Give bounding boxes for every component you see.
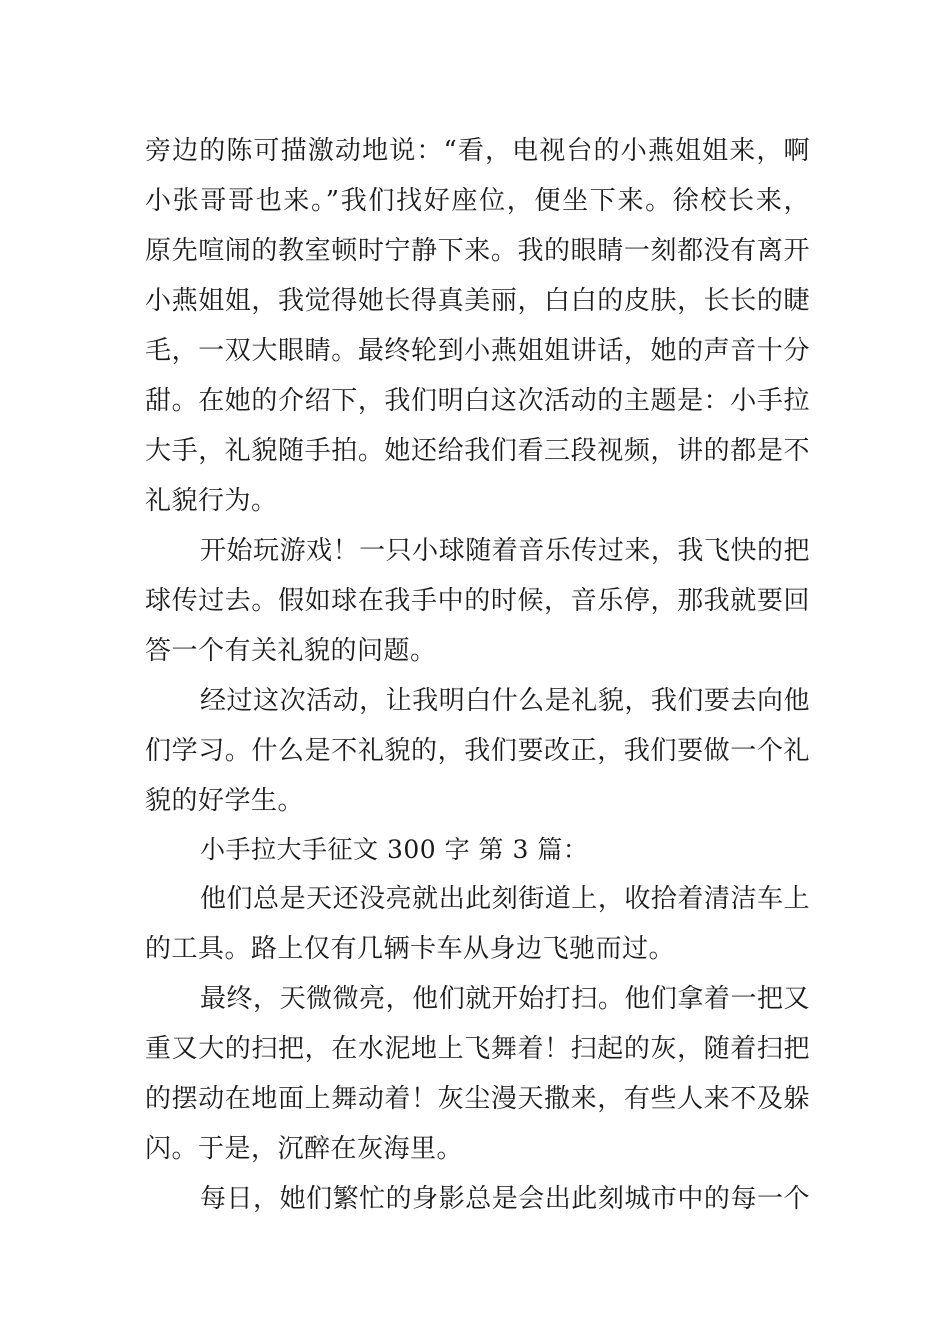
text-line: 答一个有关礼貌的问题。 bbox=[145, 636, 437, 666]
text-line: 们学习。什么是不礼貌的，我们要改正，我们要做一个礼 bbox=[145, 736, 810, 766]
text-line: 最终，天微微亮，他们就开始打扫。他们拿着一把又 bbox=[200, 984, 810, 1014]
text-line: 毛，一双大眼睛。最终轮到小燕姐姐讲话，她的声音十分 bbox=[145, 336, 810, 366]
text-line: 闪。于是，沉醉在灰海里。 bbox=[145, 1134, 464, 1164]
text-line: 经过这次活动，让我明白什么是礼貌，我们要去向他 bbox=[200, 686, 810, 716]
text-line: 原先喧闹的教室顿时宁静下来。我的眼睛一刻都没有离开 bbox=[145, 236, 810, 266]
text-line: 旁边的陈可描激动地说：“看，电视台的小燕姐姐来，啊 bbox=[145, 136, 810, 166]
text-line: 开始玩游戏！一只小球随着音乐传过来，我飞快的把 bbox=[200, 536, 810, 566]
text-line: 甜。在她的介绍下，我们明白这次活动的主题是：小手拉 bbox=[145, 386, 810, 416]
text-line: 重又大的扫把，在水泥地上飞舞着！扫起的灰，随着扫把 bbox=[145, 1034, 810, 1064]
text-line: 大手，礼貌随手拍。她还给我们看三段视频，讲的都是不 bbox=[145, 436, 810, 466]
text-line: 他们总是天还没亮就出此刻街道上，收拾着清洁车上 bbox=[200, 884, 810, 914]
text-line: 貌的好学生。 bbox=[145, 786, 305, 816]
text-line: 的摆动在地面上舞动着！灰尘漫天撒来，有些人来不及躲 bbox=[145, 1084, 810, 1114]
text-line: 的工具。路上仅有几辆卡车从身边飞驰而过。 bbox=[145, 934, 676, 964]
text-line: 小张哥哥也来。”我们找好座位，便坐下来。徐校长来， bbox=[145, 186, 810, 216]
text-line: 小燕姐姐，我觉得她长得真美丽，白白的皮肤，长长的睫 bbox=[145, 286, 810, 316]
text-line: 礼貌行为。 bbox=[145, 486, 278, 516]
section-heading: 小手拉大手征文 300 字 第 3 篇： bbox=[200, 835, 589, 864]
text-line: 每日，她们繁忙的身影总是会出此刻城市中的每一个 bbox=[200, 1184, 810, 1214]
text-line: 球传过去。假如球在我手中的时候，音乐停，那我就要回 bbox=[145, 586, 810, 616]
